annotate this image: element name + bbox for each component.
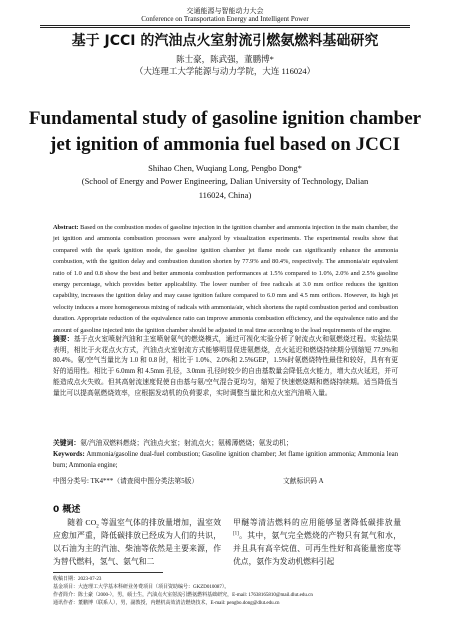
- abstract-en: [53, 222, 398, 336]
- header-rule-bottom: [40, 27, 410, 28]
- journal-header-en: Conference on Transportation Energy and Intelligent Power: [141, 15, 309, 23]
- body-text: 等温室气体的排放量增加，温室效应愈加严重，降低碳排放已经成为人们的共识，以石油为主的汽油、柴油等依然是主要来源，作为替代燃料，氢气、氨气和二: [53, 518, 221, 566]
- footnote-author: 作者简介：陈士豪（2000-），男，硕士生，汽油点火室射流引燃氨燃料基础研究，E-mail: 17638165810@mail.dlut.edu.cn: [53, 593, 313, 598]
- affiliation-cn: （大连理工大学能源与动力学院，大连 116024）: [134, 66, 316, 76]
- section-heading: 0 概述: [53, 505, 81, 515]
- keywords-en-label: Keywords:: [53, 451, 85, 458]
- footnote-fund: 基金项目：大连理工大学基本科研业务费项目（项目资助编号：GKZD010087）。: [53, 585, 230, 590]
- authors-en: Shihao Chen, Wuqiang Long, Pengbo Dong*: [148, 163, 302, 173]
- citation: [1]: [233, 531, 239, 537]
- subscript: 2: [96, 524, 99, 530]
- keywords-cn: [53, 438, 398, 450]
- abstract-en-label: Abstract:: [53, 224, 79, 231]
- journal-header-cn: 交通能源与智能动力大会: [186, 7, 264, 15]
- keywords-en: [53, 450, 398, 471]
- clc-number: 中图分类号: TK4***（请查阅中图分类法第5版）: [53, 478, 199, 485]
- affiliation-en-line1: (School of Energy and Power Engineering, Dalian University of Technology, Dalian: [81, 176, 369, 186]
- header-rule-top: [40, 25, 410, 26]
- affiliation-en-line2: 116024, China): [198, 190, 252, 200]
- title-en-line1: Fundamental study of gasoline ignition chamber: [28, 108, 422, 129]
- abstract-en-text: Based on the combustion modes of gasoline injection in the ignition chamber and ammonia injection in the main chamber, the jet ignition and ammonia combustion processes were analyzed by visualization experiments. The experimental results show that compared with the spark ignition mode, the gasoline ignition chamber jet flame mode can significantly enhance the ammonia combustion, with the ignition delay and combustion duration shorten by 77.9% and 80.4%, respectively. The ammonia/air equivalent ratio of 1.0 and 0.8 show the best and better ammonia combustion performances at 1.5% compared to 1.0%, 2.0% and 2.5% gasoline energy percentage, which provides better applicability. The lower number of free radicals at 3.0 mm orifice reduces the ignition capability, increases the ignition delay and may cause ignition failure compared to 6.0 mm and 4.5 mm orifices. However, its high jet velocity induces a more homogeneous mixing of radicals with ammonia/air, which shortens the rapid combustion period and combustion duration. Appropriate reduction of the equivalence ratio can improve ammonia combustion efficiency, and the equivalence ratio and the amount of gasoline injected into the ignition chamber should be adjusted in real time according to the load requirements of the engine.: [53, 224, 398, 334]
- document-code: 文献标识码 A: [283, 478, 324, 485]
- body-column-right: [233, 516, 401, 568]
- footnote-rule: [53, 572, 163, 573]
- body-text: 甲醚等清洁燃料的应用能够显著降低碳排放量: [233, 518, 401, 527]
- title-en-line2: jet ignition of ammonia fuel based on JCCI: [50, 134, 400, 155]
- body-column-left: [53, 516, 221, 568]
- authors-cn: 陈士豪，陈武强，董鹏博*: [176, 54, 274, 64]
- abstract-cn-text: 基于点火室喷射汽油和主室喷射氨气的燃烧模式，通过可视化实验分析了射流点火和氨燃烧过程。实验结果表明，相比于火花点火方式，汽油点火室射流方式能够明显促进氨燃烧，点火延迟和燃烧持续期分别缩短 77.9%和 80.4%。氨/空气当量比为 1.0 和 0.8 时，相比于 1.0%、2.0%和 2.5%GEP，1.5%时氨燃烧特性最佳和较好，具有有更好的适用性。相比于 6.0mm 和 4.5mm 孔径，3.0mm 孔径时较少的自由基数量会降低点火能力，增大点火延迟，并可能造成点火失败。但其高射流速度促使自由基与氨/空气混合更均匀，缩短了快速燃烧期和燃烧持续期。适当降低当量比可以提高氨燃烧效率，应根据发动机的负荷要求，实时调整当量比和点火室汽油喷入量。: [53, 336, 399, 397]
- keywords-en-text: Ammonia/gasoline dual-fuel combustion; Gasoline ignition chamber; Jet flame ignition ammonia; Ammonia lean burn; Ammonia engine;: [53, 451, 398, 469]
- footnote-received: 收稿日期：2023-07-23: [53, 577, 102, 582]
- body-text: 。其中，氨气完全燃烧的产物只有氮气和水，并且具有高辛烷值、可再生性好和高能量密度等优点，氨作为发动机燃料引起: [233, 531, 401, 566]
- title-cn: 基于 JCCI 的汽油点火室射流引燃氨燃料基础研究: [71, 33, 379, 49]
- abstract-cn-label: 摘要：: [53, 335, 74, 343]
- footnote-contact: 通讯作者：董鹏博（联系人），男，副教授，内燃机高效清洁燃烧技术，E-mail: pengbo.dong@dlut.edu.cn: [53, 601, 280, 606]
- keywords-cn-label: 关键词：: [53, 439, 81, 447]
- body-text: 随着 CO: [67, 518, 97, 527]
- abstract-cn: [53, 334, 398, 399]
- keywords-cn-text: 氨/汽油双燃料燃烧；汽油点火室；射流点火；氨稀薄燃烧；氨发动机；: [80, 440, 293, 447]
